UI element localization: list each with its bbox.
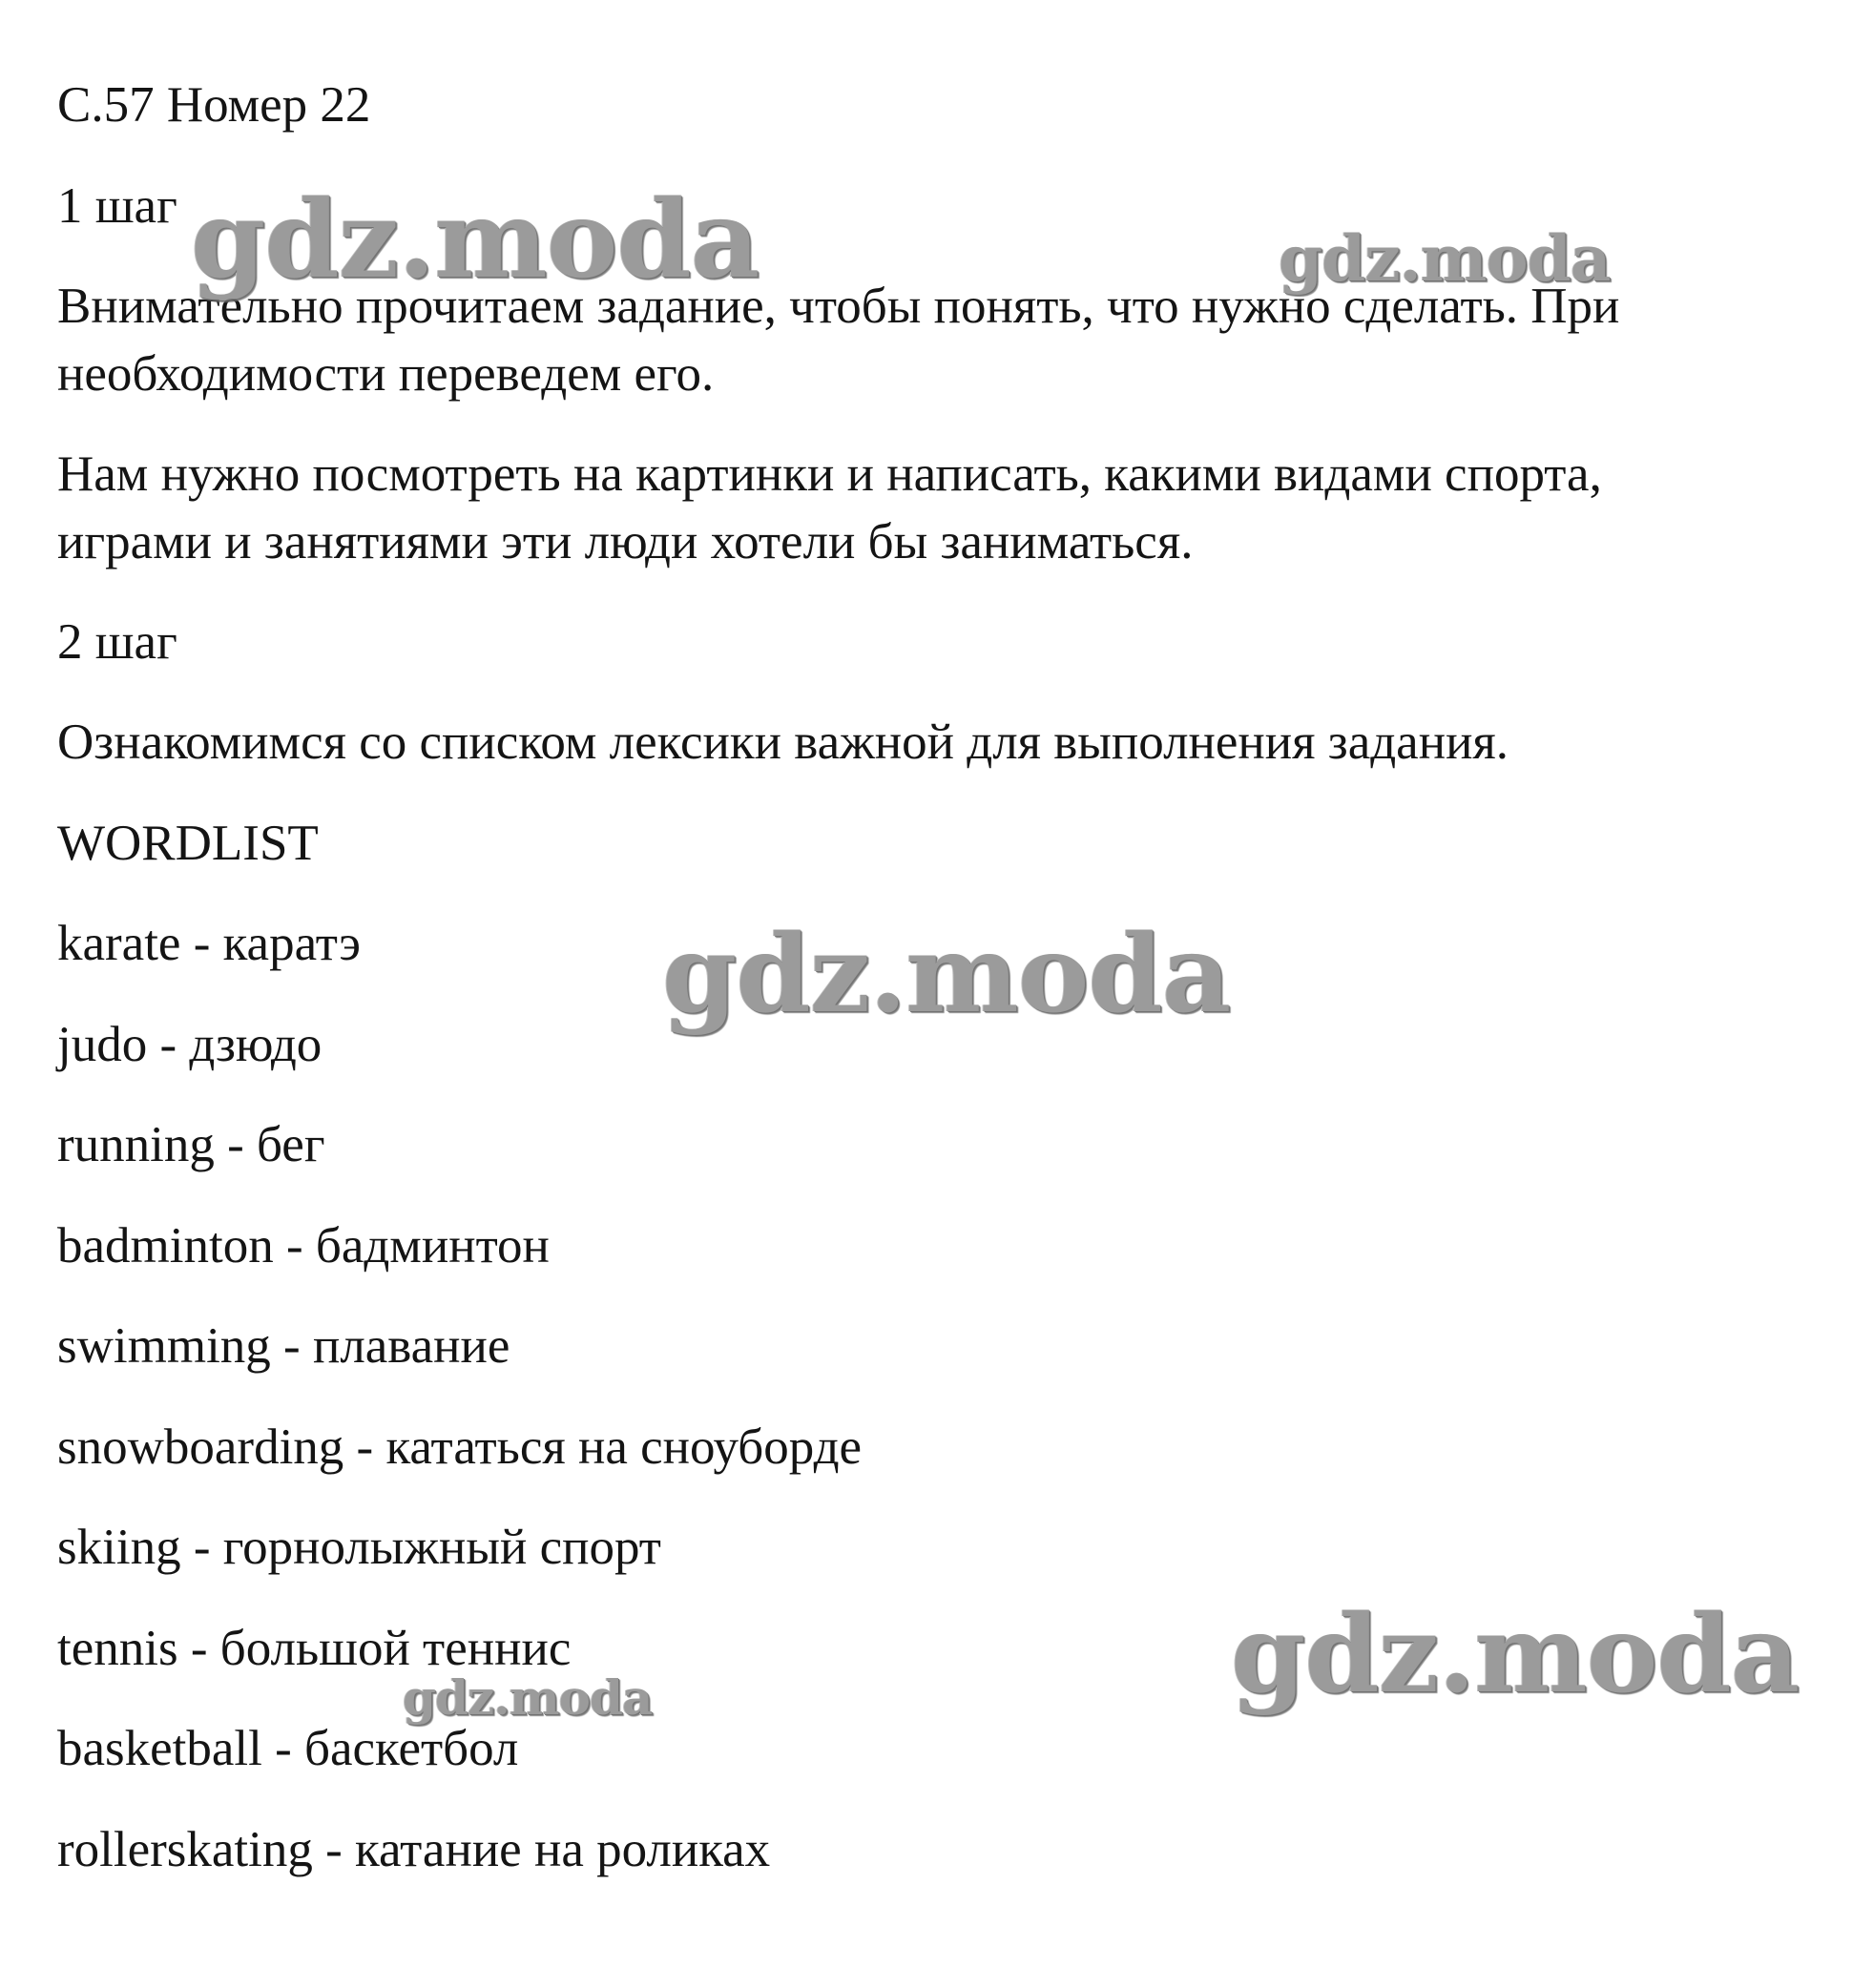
wordlist-item: karate - каратэ (57, 916, 361, 971)
page-title: С.57 Номер 22 (57, 77, 371, 133)
wordlist-item: judo - дзюдо (57, 1017, 323, 1072)
wordlist-item: snowboarding - кататься на сноуборде (57, 1419, 863, 1475)
step-1-label: 1 шаг (57, 178, 177, 234)
step-1-paragraph-1-line-2: необходимости переведем его. (57, 346, 715, 402)
watermark: gdz.moda (403, 1669, 653, 1726)
step-1-paragraph-2-line-1: Нам нужно посмотреть на картинки и написать, какими видами спорта, (57, 446, 1602, 502)
wordlist-heading: WORDLIST (57, 816, 319, 871)
step-1-paragraph-2-line-2: играми и занятиями эти люди хотели бы заниматься. (57, 514, 1194, 569)
watermark: gdz.moda (662, 912, 1231, 1037)
wordlist-item: tennis - большой теннис (57, 1621, 572, 1676)
step-2-label: 2 шаг (57, 614, 177, 670)
wordlist-item: rollerskating - катание на роликах (57, 1822, 771, 1877)
step-1-paragraph-1-line-1: Внимательно прочитаем задание, чтобы понять, что нужно сделать. При (57, 279, 1620, 334)
wordlist-item: badminton - бадминтон (57, 1218, 550, 1274)
wordlist-item: swimming - плавание (57, 1318, 510, 1374)
wordlist-item: basketball - баскетбол (57, 1721, 519, 1776)
wordlist-item: running - бег (57, 1117, 325, 1172)
watermark: gdz.moda (1231, 1592, 1800, 1717)
step-2-paragraph: Ознакомимся со списком лексики важной для выполнения задания. (57, 714, 1509, 770)
wordlist-item: skiing - горнолыжный спорт (57, 1520, 661, 1575)
watermark: gdz.moda (1279, 221, 1611, 296)
watermark: gdz.moda (191, 177, 760, 302)
